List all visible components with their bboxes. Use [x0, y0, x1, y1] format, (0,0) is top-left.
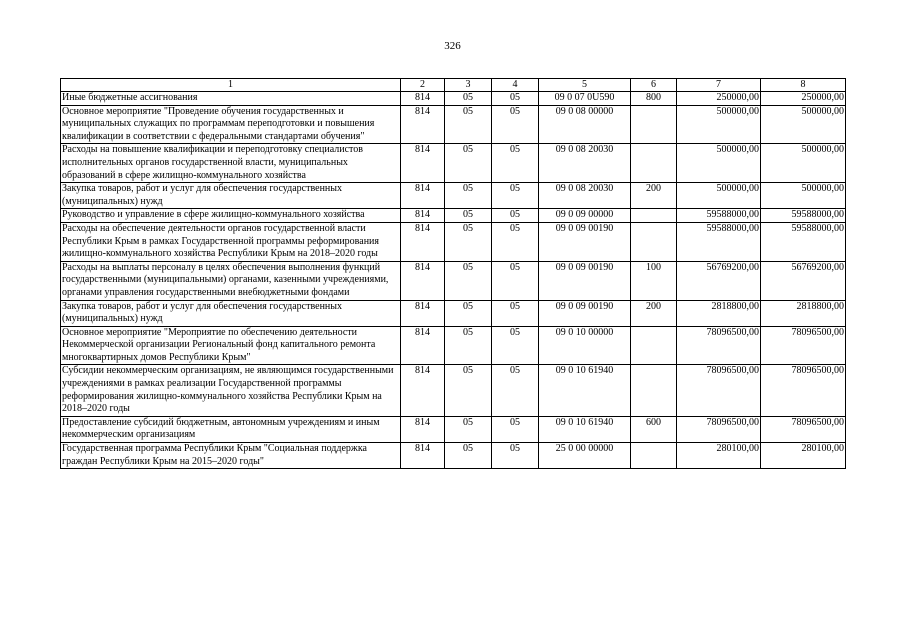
column-header: 8 — [761, 79, 846, 92]
amount-col8: 56769200,00 — [761, 261, 846, 300]
budget-table — [60, 78, 846, 469]
row-name: Расходы на выплаты персоналу в целях обеспечения выполнения функций государственными (муниципальными) органами, казенными учреждениями, органами управления государственными внебюджетными фондами — [61, 261, 401, 300]
amount-col7: 59588000,00 — [677, 209, 761, 223]
ministry-code: 814 — [401, 105, 445, 144]
expense-type-code — [631, 326, 677, 365]
subsection-code: 05 — [492, 209, 539, 223]
target-article-code: 09 0 08 00000 — [539, 105, 631, 144]
table-row — [61, 209, 846, 223]
column-header: 2 — [401, 79, 445, 92]
amount-col8: 2818800,00 — [761, 300, 846, 326]
amount-col8: 280100,00 — [761, 443, 846, 469]
column-header: 1 — [61, 79, 401, 92]
amount-col7: 500000,00 — [677, 105, 761, 144]
column-header: 3 — [445, 79, 492, 92]
expense-type-code — [631, 222, 677, 261]
target-article-code: 09 0 07 0U590 — [539, 92, 631, 106]
table-row — [61, 261, 846, 300]
row-name: Основное мероприятие "Проведение обучения государственных и муниципальных служащих по программам переподготовки и повышения квалификации в соответствии с федеральными стандартами обучения" — [61, 105, 401, 144]
subsection-code: 05 — [492, 416, 539, 442]
subsection-code: 05 — [492, 365, 539, 416]
table-row — [61, 183, 846, 209]
expense-type-code — [631, 209, 677, 223]
row-name: Закупка товаров, работ и услуг для обеспечения государственных (муниципальных) нужд — [61, 183, 401, 209]
amount-col8: 250000,00 — [761, 92, 846, 106]
amount-col7: 78096500,00 — [677, 365, 761, 416]
ministry-code: 814 — [401, 416, 445, 442]
section-code: 05 — [445, 105, 492, 144]
expense-type-code: 100 — [631, 261, 677, 300]
row-name: Закупка товаров, работ и услуг для обеспечения государственных (муниципальных) нужд — [61, 300, 401, 326]
section-code: 05 — [445, 209, 492, 223]
ministry-code: 814 — [401, 365, 445, 416]
amount-col7: 2818800,00 — [677, 300, 761, 326]
column-header: 6 — [631, 79, 677, 92]
table-row — [61, 105, 846, 144]
amount-col8: 500000,00 — [761, 183, 846, 209]
expense-type-code — [631, 365, 677, 416]
amount-col7: 78096500,00 — [677, 416, 761, 442]
table-row — [61, 326, 846, 365]
expense-type-code — [631, 443, 677, 469]
subsection-code: 05 — [492, 326, 539, 365]
section-code: 05 — [445, 144, 492, 183]
amount-col8: 78096500,00 — [761, 416, 846, 442]
amount-col7: 250000,00 — [677, 92, 761, 106]
subsection-code: 05 — [492, 222, 539, 261]
amount-col8: 500000,00 — [761, 105, 846, 144]
target-article-code: 09 0 09 00190 — [539, 300, 631, 326]
ministry-code: 814 — [401, 222, 445, 261]
amount-col8: 78096500,00 — [761, 326, 846, 365]
table-row — [61, 92, 846, 106]
row-name: Государственная программа Республики Крым "Социальная поддержка граждан Республики Крым на 2015–2020 годы" — [61, 443, 401, 469]
table-header-row — [61, 79, 846, 92]
expense-type-code: 200 — [631, 300, 677, 326]
column-header: 4 — [492, 79, 539, 92]
ministry-code: 814 — [401, 443, 445, 469]
amount-col8: 59588000,00 — [761, 222, 846, 261]
target-article-code: 09 0 08 20030 — [539, 183, 631, 209]
ministry-code: 814 — [401, 183, 445, 209]
column-header: 5 — [539, 79, 631, 92]
amount-col7: 59588000,00 — [677, 222, 761, 261]
amount-col8: 78096500,00 — [761, 365, 846, 416]
target-article-code: 09 0 08 20030 — [539, 144, 631, 183]
expense-type-code — [631, 105, 677, 144]
subsection-code: 05 — [492, 183, 539, 209]
target-article-code: 09 0 10 61940 — [539, 416, 631, 442]
amount-col7: 280100,00 — [677, 443, 761, 469]
subsection-code: 05 — [492, 105, 539, 144]
amount-col7: 78096500,00 — [677, 326, 761, 365]
subsection-code: 05 — [492, 300, 539, 326]
target-article-code: 09 0 09 00190 — [539, 261, 631, 300]
page-number: 326 — [444, 40, 461, 52]
amount-col8: 500000,00 — [761, 144, 846, 183]
section-code: 05 — [445, 443, 492, 469]
row-name: Основное мероприятие "Мероприятие по обеспечению деятельности Некоммерческой организации Региональный фонд капитального ремонта многоквартирных домов Республики Крым" — [61, 326, 401, 365]
section-code: 05 — [445, 300, 492, 326]
section-code: 05 — [445, 326, 492, 365]
ministry-code: 814 — [401, 261, 445, 300]
ministry-code: 814 — [401, 326, 445, 365]
subsection-code: 05 — [492, 92, 539, 106]
amount-col7: 500000,00 — [677, 183, 761, 209]
ministry-code: 814 — [401, 209, 445, 223]
target-article-code: 09 0 10 00000 — [539, 326, 631, 365]
amount-col8: 59588000,00 — [761, 209, 846, 223]
column-header: 7 — [677, 79, 761, 92]
ministry-code: 814 — [401, 92, 445, 106]
table-row — [61, 365, 846, 416]
target-article-code: 25 0 00 00000 — [539, 443, 631, 469]
table-row — [61, 443, 846, 469]
table-row — [61, 300, 846, 326]
section-code: 05 — [445, 416, 492, 442]
expense-type-code: 200 — [631, 183, 677, 209]
row-name: Субсидии некоммерческим организациям, не являющимся государственными учреждениями в рамках реализации Государственной программы реформирования жилищно-коммунального хозяйства Республики Крым на 2018–2020 годы — [61, 365, 401, 416]
subsection-code: 05 — [492, 261, 539, 300]
target-article-code: 09 0 10 61940 — [539, 365, 631, 416]
ministry-code: 814 — [401, 300, 445, 326]
expense-type-code: 600 — [631, 416, 677, 442]
section-code: 05 — [445, 222, 492, 261]
target-article-code: 09 0 09 00000 — [539, 209, 631, 223]
section-code: 05 — [445, 365, 492, 416]
amount-col7: 56769200,00 — [677, 261, 761, 300]
row-name: Иные бюджетные ассигнования — [61, 92, 401, 106]
subsection-code: 05 — [492, 443, 539, 469]
section-code: 05 — [445, 183, 492, 209]
table-row — [61, 222, 846, 261]
expense-type-code: 800 — [631, 92, 677, 106]
section-code: 05 — [445, 92, 492, 106]
table-row — [61, 144, 846, 183]
row-name: Расходы на обеспечение деятельности органов государственной власти Республики Крым в рамках Государственной программы реформирования жилищно-коммунального хозяйства Республики Крым на 2018–2020 годы — [61, 222, 401, 261]
row-name: Предоставление субсидий бюджетным, автономным учреждениям и иным некоммерческим организациям — [61, 416, 401, 442]
target-article-code: 09 0 09 00190 — [539, 222, 631, 261]
subsection-code: 05 — [492, 144, 539, 183]
table-row — [61, 416, 846, 442]
section-code: 05 — [445, 261, 492, 300]
amount-col7: 500000,00 — [677, 144, 761, 183]
ministry-code: 814 — [401, 144, 445, 183]
row-name: Расходы на повышение квалификации и переподготовку специалистов исполнительных органов государственной власти, муниципальных образований в сфере жилищно-коммунального хозяйства — [61, 144, 401, 183]
expense-type-code — [631, 144, 677, 183]
row-name: Руководство и управление в сфере жилищно-коммунального хозяйства — [61, 209, 401, 223]
